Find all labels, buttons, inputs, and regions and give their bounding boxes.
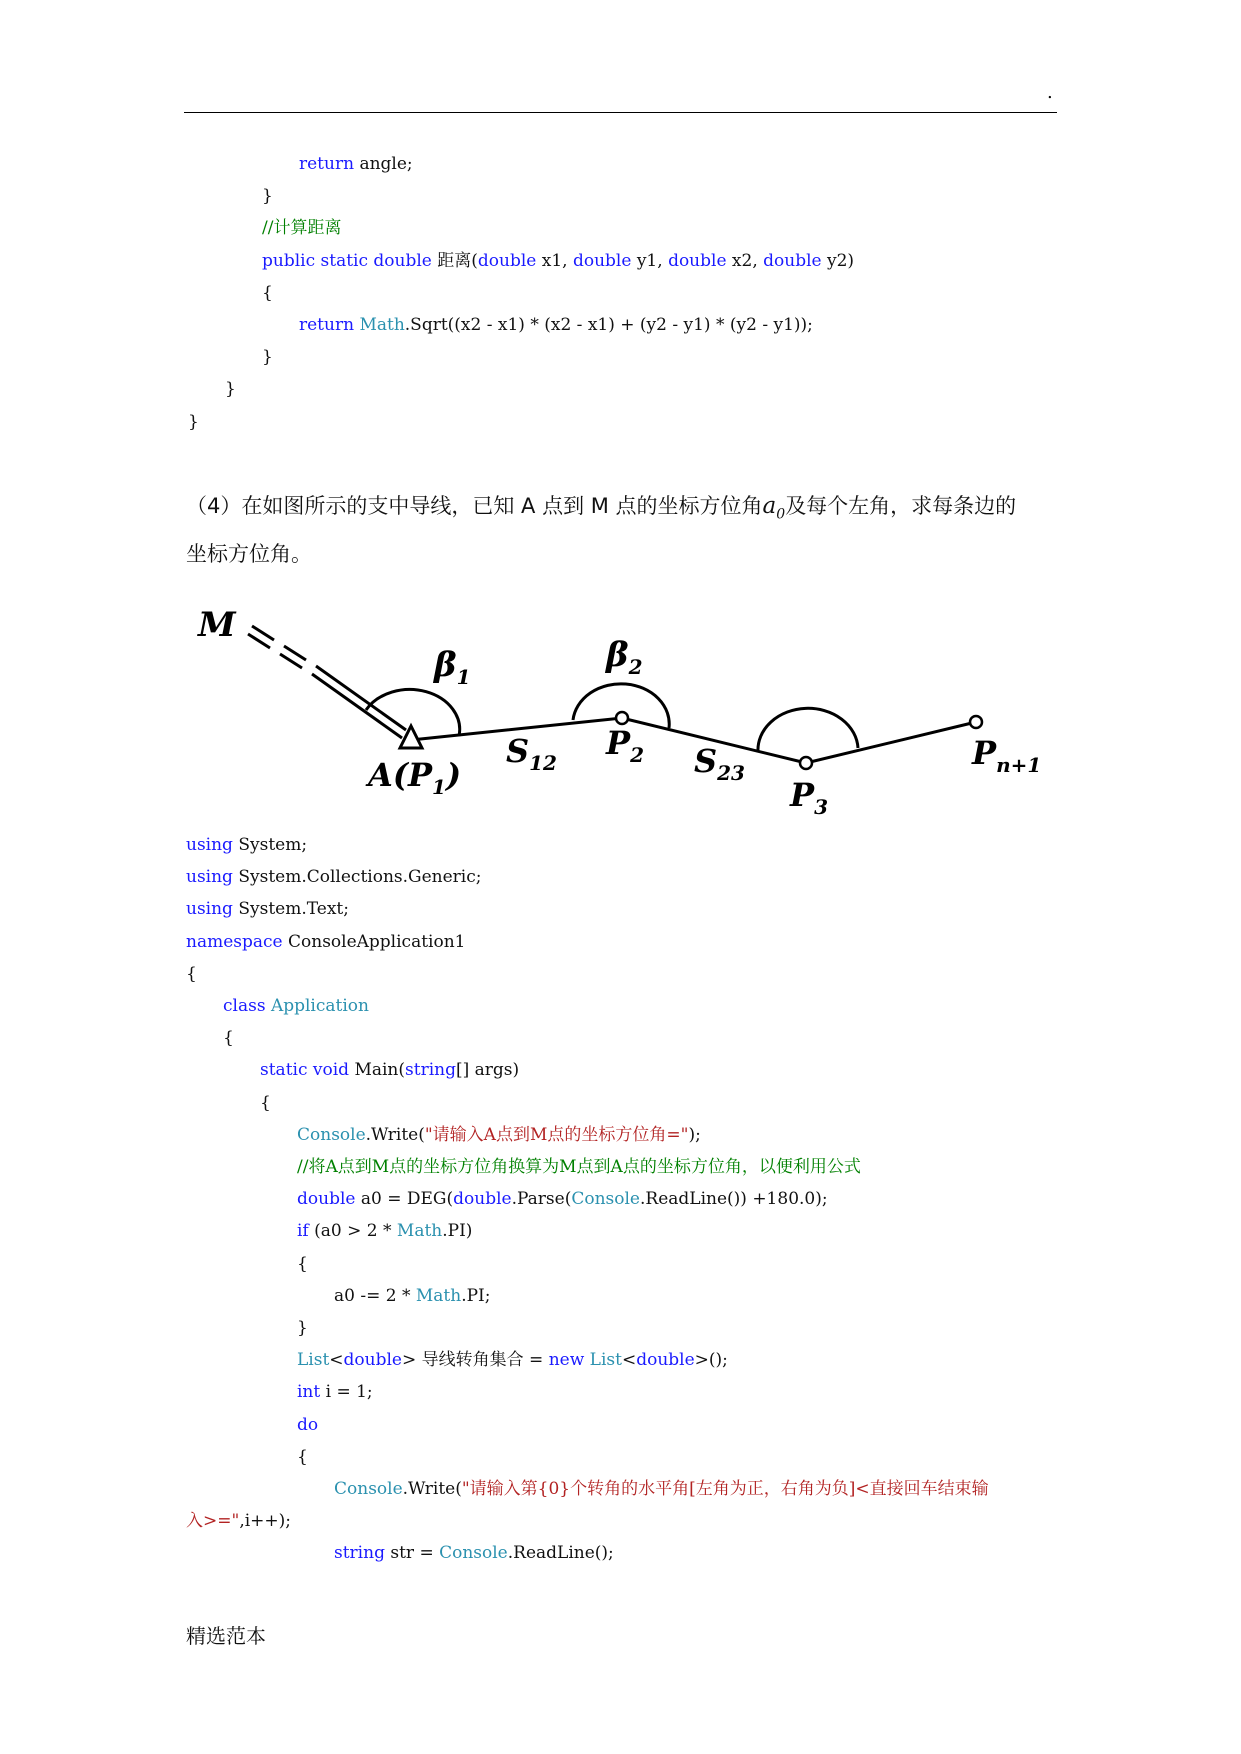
code-token: do — [297, 1414, 319, 1435]
label-pn1: $P_{n+1}$ — [972, 734, 1042, 777]
code-token: { — [223, 1028, 234, 1049]
code-line — [299, 153, 413, 175]
code-token: 距离( — [431, 250, 478, 271]
code-token: //计算距离 — [262, 218, 342, 239]
code-token: Console — [297, 1124, 366, 1145]
code-token: y2) — [821, 250, 855, 271]
code-token: new — [548, 1350, 585, 1371]
code-token: Math — [359, 315, 405, 335]
code-token: double — [453, 1189, 512, 1210]
code-line — [297, 1317, 308, 1339]
code-token: { — [262, 282, 273, 303]
code-line — [260, 1059, 519, 1081]
code-token: System; — [232, 835, 308, 855]
code-line — [186, 898, 349, 920]
code-line — [186, 866, 482, 888]
header-rule — [184, 112, 1057, 113]
code-token: .PI; — [461, 1285, 491, 1306]
code-token: ); — [688, 1124, 701, 1145]
label-s23: $S_{23}$ — [694, 742, 745, 785]
code-token: 入>=" — [186, 1511, 240, 1532]
code-line — [297, 1446, 308, 1468]
code-token: return — [299, 315, 355, 335]
code-token: Main( — [349, 1060, 406, 1081]
code-token: x2, — [726, 250, 764, 271]
code-line — [297, 1188, 828, 1210]
code-line — [334, 1478, 989, 1500]
station-p3 — [800, 757, 812, 769]
code-token: Console — [334, 1479, 403, 1499]
code-token: i = 1; — [320, 1382, 373, 1403]
code-token: "请输入A点到M点的坐标方位角=" — [424, 1124, 689, 1145]
code-token: //将A点到M点的坐标方位角换算为M点到A点的坐标方位角，以便利用公式 — [297, 1157, 861, 1177]
code-line — [297, 1124, 701, 1146]
code-line — [334, 1542, 614, 1564]
label-p2: $P_2$ — [606, 724, 644, 767]
station-pn1 — [970, 716, 982, 728]
question-text-post: 及每个左角，求每条边的 — [785, 494, 1017, 518]
code-token: if — [297, 1221, 309, 1242]
code-token: "请输入第{0}个转角的水平角[左角为正，右角为负]<直接回车结束输 — [461, 1479, 989, 1499]
code-token: x1, — [536, 250, 573, 271]
code-line — [297, 1220, 472, 1242]
code-token: < — [621, 1350, 637, 1371]
label-s12: $S_{12}$ — [506, 732, 557, 775]
code-line — [186, 834, 307, 856]
station-p2 — [616, 712, 628, 724]
code-token: str = — [384, 1543, 440, 1564]
code-line — [186, 931, 466, 953]
angle-arc-beta3 — [758, 708, 858, 752]
code-token: } — [262, 186, 273, 207]
code-token: double — [763, 250, 822, 271]
code-line — [260, 1092, 271, 1114]
code-token: static void — [260, 1060, 350, 1081]
code-token: .Sqrt((x2 - x1) * (x2 - x1) + (y2 - y1) * (y2 - y1)); — [404, 315, 813, 335]
code-token: .ReadLine()) +180.0); — [640, 1189, 828, 1210]
code-line — [186, 963, 197, 985]
code-line — [188, 411, 199, 433]
code-token: string — [334, 1543, 385, 1564]
code-token: List — [589, 1350, 622, 1371]
code-token: ConsoleApplication1 — [282, 931, 466, 952]
code-token: double — [343, 1350, 402, 1371]
code-token: (a0 > 2 * — [308, 1221, 397, 1242]
question-line-1 — [186, 490, 1016, 523]
code-line — [297, 1156, 861, 1178]
code-token: double — [297, 1189, 356, 1210]
code-token: { — [260, 1092, 271, 1113]
code-token: .Write( — [365, 1124, 425, 1145]
code-token: Math — [396, 1221, 443, 1242]
code-token: .ReadLine(); — [507, 1543, 614, 1564]
code-token: int — [297, 1382, 321, 1403]
code-token: { — [297, 1253, 308, 1274]
code-token: Console — [571, 1189, 640, 1210]
code-token: < — [329, 1350, 344, 1371]
code-token: double — [572, 250, 632, 271]
code-token: >(); — [694, 1350, 728, 1371]
code-line — [297, 1414, 318, 1436]
code-token: Console — [439, 1543, 508, 1564]
code-token: using — [186, 867, 233, 888]
code-token: .Write( — [402, 1479, 462, 1499]
known-direction-line — [248, 626, 406, 738]
code-line — [334, 1285, 491, 1307]
code-line — [223, 995, 369, 1017]
question-line-2: 坐标方位角。 — [186, 542, 312, 566]
code-line — [262, 217, 341, 239]
code-token: > 导线转角集合 = — [402, 1350, 549, 1371]
code-line — [297, 1253, 308, 1275]
code-token: return — [299, 154, 355, 174]
label-m: M — [198, 605, 236, 645]
code-token: } — [297, 1318, 308, 1338]
code-line — [297, 1381, 373, 1403]
code-token: ,i++); — [239, 1511, 292, 1532]
code-token: List — [297, 1350, 330, 1371]
code-line — [225, 378, 236, 400]
code-line — [297, 1349, 728, 1371]
code-token: } — [262, 347, 273, 368]
code-token: string — [405, 1060, 456, 1081]
code-line — [223, 1027, 234, 1049]
code-token: System.Collections.Generic; — [232, 867, 482, 888]
code-line — [299, 314, 813, 336]
code-token: class — [223, 996, 266, 1016]
code-token: using — [186, 835, 233, 855]
code-token: .Parse( — [511, 1189, 572, 1210]
traverse-diagram — [186, 600, 1056, 830]
code-token: using — [186, 899, 233, 920]
code-token: angle; — [354, 154, 413, 174]
code-line — [262, 185, 273, 207]
code-token: Application — [270, 996, 369, 1016]
code-line — [262, 282, 273, 304]
code-token: Math — [415, 1285, 462, 1306]
label-beta1: $\beta_1$ — [434, 645, 471, 689]
code-line — [262, 346, 273, 368]
question-text-pre: （4）在如图所示的支中导线，已知 A 点到 M 点的坐标方位角 — [186, 494, 763, 518]
code-token: y1, — [631, 250, 669, 271]
code-token: double — [668, 250, 727, 271]
code-token: a0 = DEG( — [355, 1189, 454, 1210]
code-token: namespace — [186, 931, 283, 952]
code-line — [262, 250, 854, 272]
code-token: double — [477, 250, 537, 271]
code-token: { — [186, 963, 197, 984]
code-line — [186, 1510, 291, 1532]
code-token: System.Text; — [232, 899, 349, 920]
code-token: { — [297, 1446, 308, 1467]
footer-text: 精选范本 — [186, 1624, 266, 1648]
code-token: double — [636, 1350, 695, 1371]
code-token: } — [188, 411, 199, 432]
code-token: } — [225, 379, 236, 400]
header-dot: . — [1047, 82, 1053, 103]
code-token: a0 -= 2 * — [334, 1285, 416, 1306]
label-a-p1: $A(P_1)$ — [368, 756, 462, 799]
label-beta2: $\beta_2$ — [606, 635, 643, 679]
label-p3: $P_3$ — [790, 776, 828, 819]
alpha-symbol: $a_0$ — [762, 493, 786, 523]
code-token: .PI) — [442, 1221, 473, 1242]
code-token: public static double — [262, 250, 432, 271]
code-token: [] args) — [455, 1060, 520, 1081]
